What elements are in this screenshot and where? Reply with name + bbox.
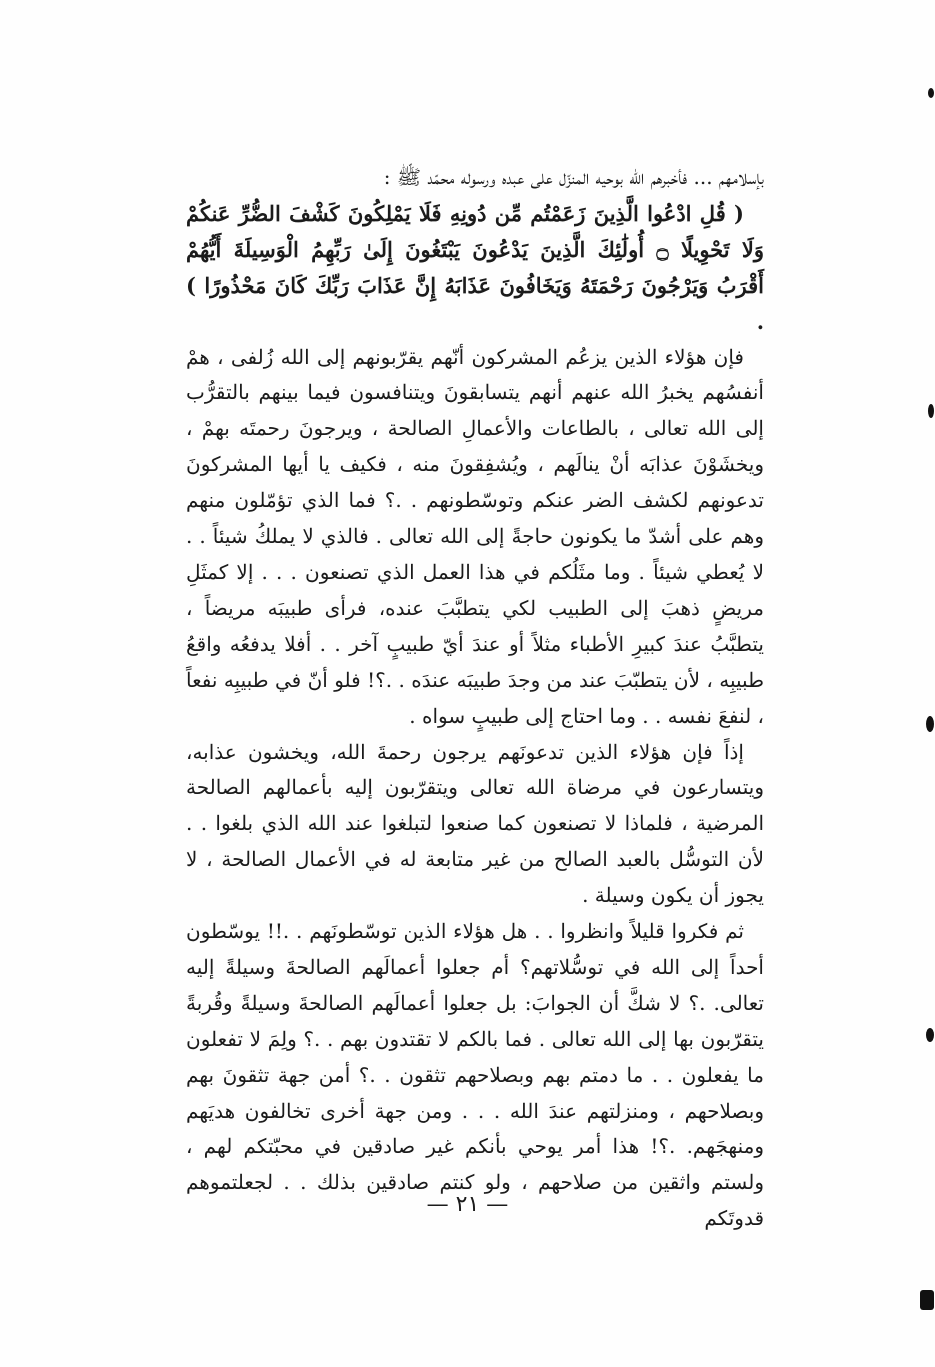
paragraph-reflection: ثم فكروا قليلاً وانظروا . . هل هؤلاء الذين توسّطونَهم . .!! يوسّطون أحداً إلى الله في توسُّلاتهم؟ أم جعلوا أعمالَهم الصالحةَ وسيلةً إليه تعالى. .؟ لا شكَّ أن الجوابَ: بل جعلوا أعمالَهم الصالحةَ وسيلةً وقُربةً يتقرّبون بها إلى الله تعالى . فما بالكم لا تقتدون بهم . .؟ ولِمَ لا تفعلون ما يفعلون . . ما دمتم بهم وبصلاحهم تثقون . .؟ أمن جهة تثقونَ بهم وبصلاحهم ، ومنزلتهم عندَ الله . . . ومن جهة أخرى تخالفون هديَهم ومنهجَهم. .؟! هذا أمر يوحي بأنكم غير صادقين في محبّتكم لهم ، ولستم واثقين من صلاحهم ، ولو كنتم صادقين بذلك . . لجعلتموهم قدوتَكم [186, 919, 764, 1231]
paragraph-explanation: فإن هؤلاء الذين يزعُم المشركون أنّهم يقرّبونهم إلى الله زُلفى ، همْ أنفسُهم يخبرُ الله عنهم أنهم يتسابقونَ ويتنافسون فيما بينهم بالتقرُّب إلى الله تعالى ، بالطاعات والأعمالِ الصالحة ، ويرجونَ رحمتَه بهمْ ، ويخشَوْنَ عذابَه أنْ ينالَهم ، ويُشفِقونَ منه ، فكيف يا أيها المشركونَ تدعونهم لكشف الضر عنكم وتوسّطونهم . .؟ فما الذي تؤمّلون منهم وهم على أشدّ ما يكونون حاجةً إلى الله تعالى . فالذي لا يملكُ شيئاً . . لا يُعطي شيئاً . وما مثَلُكم في هذا العمل الذي تصنعون . . . إلا كمثَلِ مريضٍ ذهبَ إلى الطبيب لكي يتطبَّبَ عنده، فرأى طبيبَه مريضاً ، يتطبَّبُ عندَ كبيرِ الأطباء مثلاً أو عندَ أيّ طبيبٍ آخر . . أفلا يدفعُه واقعُ طبيبِه ، لأن يتطبّبَ عند من وجدَ طبيبَه عندَه . .؟! فلو أنّ في طبيبِه نفعاً ، لنفعَ نفسه . . وما احتاج إلى طبيبٍ سواه . [186, 344, 764, 728]
scan-speck [926, 1028, 934, 1042]
scan-speck [926, 716, 934, 732]
scan-speck [928, 404, 934, 418]
paragraph-intro: بإسلامهم ... فأخبرهم الله بوحيه المنزّل على عبده ورسوله محمّد ﷺ : [383, 165, 764, 189]
scan-speck [920, 1290, 934, 1310]
quran-verse: ( قُلِ ادْعُوا الَّذِينَ زَعَمْتُم مِّن دُونِهِ فَلَا يَمْلِكُونَ كَشْفَ الضُّرِّ عَنكُمْ وَلَا تَحْوِيلًا ۝ أُولَٰئِكَ الَّذِينَ يَدْعُونَ يَبْتَغُونَ إِلَىٰ رَبِّهِمُ الْوَسِيلَةَ أَيُّهُمْ أَقْرَبُ وَيَرْجُونَ رَحْمَتَهُ وَيَخَافُونَ عَذَابَهُ إِنَّ عَذَابَ رَبِّكَ كَانَ مَحْذُورًا ) . [186, 200, 764, 334]
paragraph-conclusion: إذاً فإن هؤلاء الذين تدعونَهم يرجون رحمةَ الله، ويخشون عذابه، ويتسارعون في مرضاة الله تعالى ويتقرّبون إليه بأعمالهم الصالحة المرضية ، فلماذا لا تصنعون كما صنعوا لتبلغوا عند الله الذي بلغوا . . لأن التوسُّل بالعبد الصالح من غير متابعة له في الأعمال الصالحة ، لا يجوز أن يكون وسيلة . [186, 739, 764, 908]
scan-speck [928, 88, 934, 98]
page-number: — ٢١ — [426, 1192, 509, 1217]
body-text [186, 160, 764, 1237]
